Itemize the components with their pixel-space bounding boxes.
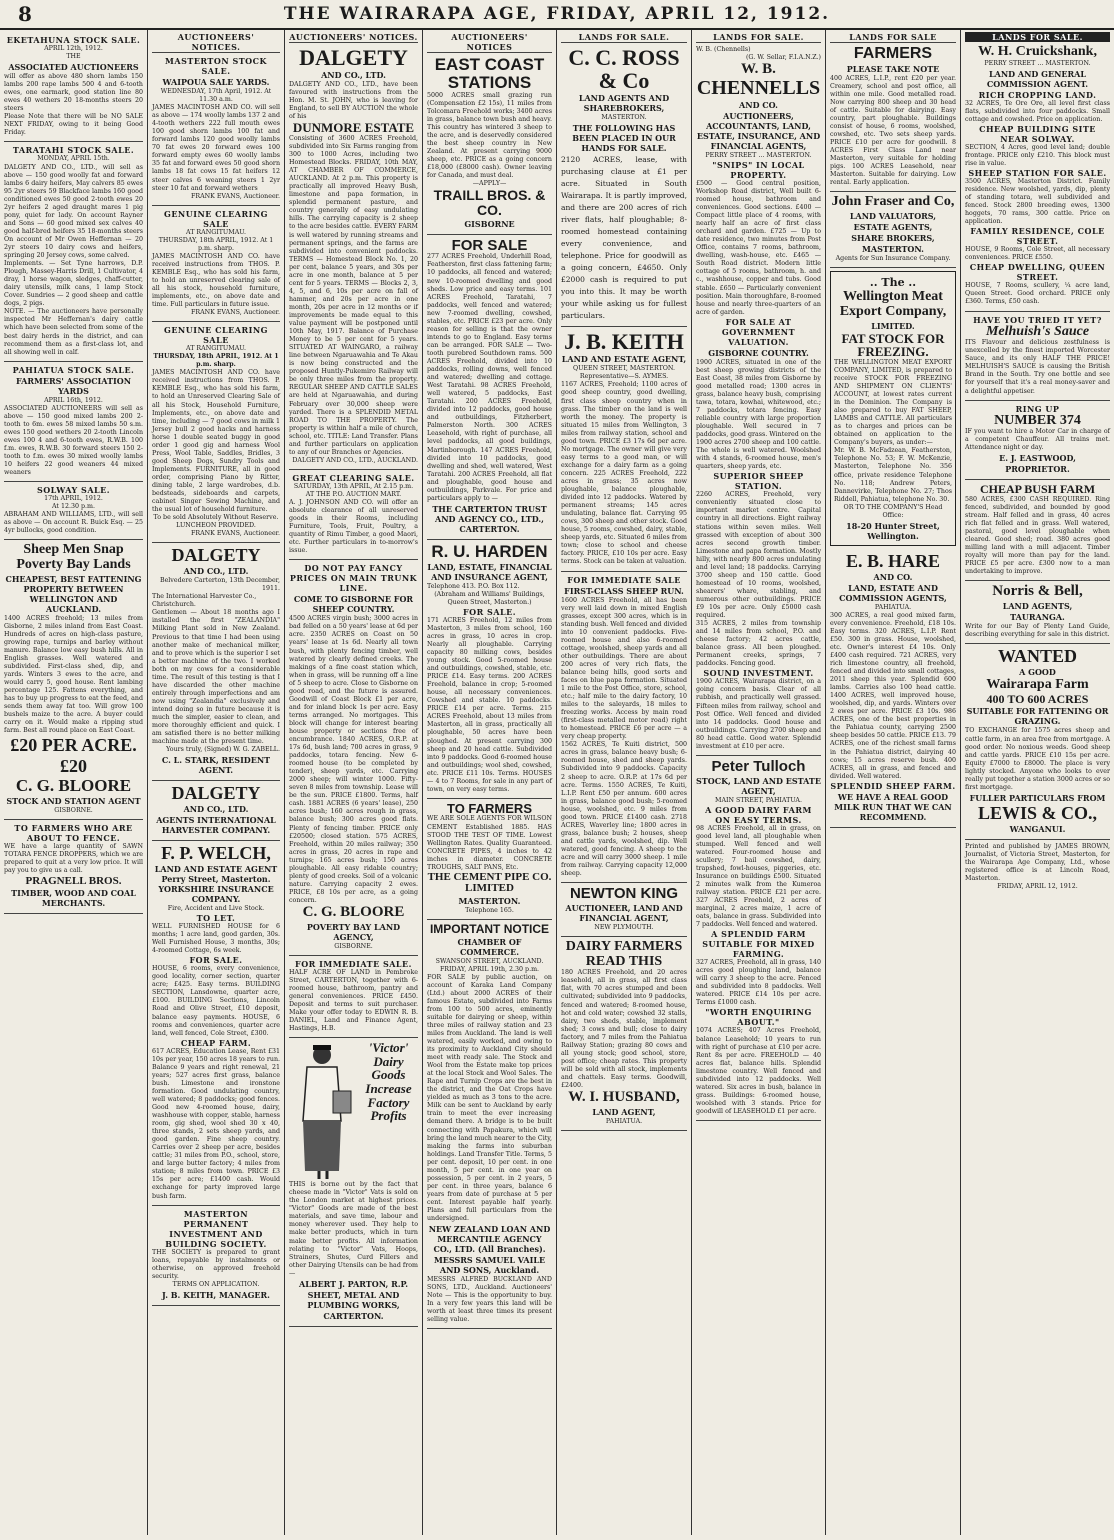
ad-subheading: AT RANGITUMAU. xyxy=(186,345,246,353)
agent-name: C. G. BLOORE xyxy=(302,904,405,920)
imprint-text: Printed and published by JAMES BROWN, Journalist, of Victoria Street, Masterton, for the Wairarapa Age Company, Ltd., whose registered office is at Lincoln Road, Masterton. xyxy=(965,842,1110,882)
ad-heading: CHEAP FARM. xyxy=(180,1037,252,1048)
ad-body: WE ARE SOLE AGENTS FOR WILSON CEMENT Established 1885. HAS STOOD THE TEST OF TIME. Lowest Wellington Rates. Quality Guaranteed. CONCRETE PIPES, 4 inches to 42 inches in diameter. CONCRETE TROUGHS, SALT PANS, Etc. xyxy=(427,815,552,871)
gisborne-land-ad xyxy=(289,560,418,955)
fence-droppers-ad xyxy=(4,820,143,914)
bush-farm-ad xyxy=(965,480,1110,581)
agent-town: GISBORNE xyxy=(464,218,515,229)
agent-title: LAND VALUATORS, xyxy=(849,211,937,222)
ad-body: 580 ACRES, £300 CASH REQUIRED. Ring fenced, subdivided, and bounded by good stream. Half felled and in grass, 40 acres rich flat felled and in grass. Well watered, pastoral, good level ploughable when cleared. Good shed; road. 380 acres good milling land with a mill adjacent. Timber royalty will more than pay for the land. PRICE £5 per acre. £300 now to a man undertaking to improve. xyxy=(965,495,1110,576)
karaka-estate-ad xyxy=(427,920,552,1329)
ad-body: 2260 ACRES, Freehold, very conveniently situated close to important market centre. Capital country in all directions. Eight railway stations within seven miles. Well grassed with exception of about 300 acres second growth timber. Limestone and papa formation. Mostly hilly, with nearly 800 acres undulating and level land; 18 paddocks. Carrying 3700 sheep and 150 cattle. Good homestead of 10 rooms, woolshed, shearers' whare, stabling, and numerous other outbuildings. PRICE £9 10s per acre. Only £5000 cash required. xyxy=(696,491,821,620)
ad-body: 277 ACRES Freehold, Underhill Road, Featherston, first class fattening farm; 10 paddocks, all fenced and watered; new 10-roomed dwelling and good sheds. Low price and easy terms. 101 ACRES Freehold, Taratahi, 7 paddocks, well fenced and watered; new 7-roomed dwelling, cowshed, stables, etc. PRICE £23 per acre. Only reason for selling is that the owner intends to go to England. Easy terms can be arranged. FOR SALE — Two-tooth purebred Southdown rams. 500 ACRES Freehold, divided into 10 paddocks, rolling downs, well fenced and watered; dwelling and cottage. West Taratahi. 98 ACRES Freehold, well watered, 5 paddocks, East Taratahi. 200 ACRES Freehold, divided into 12 paddocks, good house and outbuildings, Fitzherbert, Palmerston North. 300 ACRES Leasehold, with right of purchase, all level paddocks, all good buildings, Martinborough. 147 ACRES Freehold, divided into 10 paddocks, good dwelling and shed, well watered, West Taratahi. 200 ACRES Freehold, all flat and ploughable, good house and outbuildings, Parkvale. For price and particulars apply to — xyxy=(427,253,552,502)
ad-body: JAMES MACINTOSH AND CO. have received instructions from THOS. P. KEMBLE Esq., who has sold his farm, to hold an unreserved clearing sale of all his stock, household furniture, implements, etc., on above date and time. Full particulars in future issue. xyxy=(152,252,280,309)
ad-subheading: WE HAVE A REAL GOOD MILK RUN THAT WE CAN RECOMMEND. xyxy=(834,791,952,822)
motor-car-hire-ad xyxy=(965,401,1110,481)
agent-name: Peter Tulloch xyxy=(711,757,806,775)
ad-heading: SPLENDID SHEEP FARM. xyxy=(830,780,956,791)
ad-time: At 12.30 p.m. xyxy=(51,503,95,511)
melhuish-sauce-ad xyxy=(965,312,1110,401)
imprint-date: FRIDAY, APRIL 12, 1912. xyxy=(997,882,1078,890)
ad-body: Consisting of 3600 ACRES Freehold, subdivided into Six Farms ranging from 300 to 1000 Acres, including two Homestead Blocks. FRIDAY, 10th MAY, AT CHAMBER OF COMMERCE, AUCKLAND. At 2 p.m. This property is practically all improved Heavy Bush, limestone and papa formation, in splendid permanent pasture, and country generally of easy undulating hills. The carrying capacity is 2 sheep to the acre besides cattle. EVERY FARM is well watered by running streams and permanent springs, and the farms are subdivided into convenient paddocks. TERMS — Homestead Block No. 1, 20 per cent, balance 5 years, and 30s per acre in one month, balance at 5 per cent for 5 years. TERMS — Blocks 2, 3, 4, 5, and 6, 10s per acre on fall of hammer, and 20s per acre in one month, 20s per acre in 12 months or if improvements be made equal to this value payment will be postponed until 10th May, 1917. Balance of Purchase Money to be 5 per cent for 5 years. SITUATED AT WAINGARO, a railway line between Ngaruawahia and Te Akau is now being constructed and the proposed Huntly-Pukemiro Railway will be only three miles from the property. REGULAR SHEEP AND CATTLE SALES are held at Ngaruawahia, and during February over 30,000 sheep were yarded. There is a SPLENDID METAL ROAD TO THE PROPERTY. The property is within half a mile of church, school, etc. TITLE: Land Transfer. Plans and further particulars on application to any of our Branches or Agencies. xyxy=(289,134,418,456)
column-5 xyxy=(557,32,691,1532)
ad-title: CHEAP BUSH FARM xyxy=(979,482,1096,497)
ad-heading: MASTERTON STOCK SALE. xyxy=(165,56,267,76)
column-2 xyxy=(148,32,284,1532)
column-3 xyxy=(285,32,422,1532)
ad-title: DAIRY FARMERS READ THIS xyxy=(565,938,683,969)
agent-name: THE CEMENT PIPE CO. LIMITED xyxy=(427,870,552,895)
ad-title: DUNMORE ESTATE xyxy=(292,120,415,136)
ad-title: DALGETY xyxy=(171,783,261,804)
taratahi-stock-sale-ad xyxy=(4,142,143,361)
agent-services: Fire, Accident and Live Stock. xyxy=(167,905,265,912)
ad-date: FRIDAY, APRIL 19th, 2.30 p.m. xyxy=(439,965,540,973)
ad-heading: TARATAHI STOCK SALE. xyxy=(12,145,135,156)
ad-note: TERMS ON APPLICATION. xyxy=(172,1280,260,1288)
column-heading: LANDS FOR SALE. xyxy=(965,32,1110,42)
ad-heading: SUPERIOR SHEEP STATION. xyxy=(713,471,804,492)
agent-town: PAHIATUA. xyxy=(874,603,912,611)
ad-body: ABRAHAM AND WILLIAMS, LTD., will sell as above — On account R. Buick Esq. — 25 4yr bullocks, good condition. xyxy=(4,511,143,535)
ad-heading: FOR SALE. xyxy=(189,955,243,966)
norris-bell-ad xyxy=(965,581,1110,644)
ad-heading: PAHIATUA STOCK SALE. xyxy=(12,364,135,375)
ad-subheading: A GOOD xyxy=(1019,667,1056,678)
ad-subheading: LIMITED. xyxy=(871,320,915,331)
ad-date: THURSDAY, 18th APRIL, 1912. At 1 p.m. sharp. xyxy=(153,353,279,369)
ad-body: 32 ACRES, Te Ore Ore, all level first class flats, subdivided into four paddocks. Small cottage and cowshed. Price on application. xyxy=(965,99,1110,123)
ad-subheading: AT THE P.O. AUCTION MART. xyxy=(305,490,402,498)
building-society-ad xyxy=(152,1206,280,1306)
harden-agent-ad xyxy=(427,540,552,799)
column-heading: AUCTIONEERS' NOTICES. xyxy=(152,32,280,53)
agent-name: E. B. HARE xyxy=(845,550,941,571)
agent-town: GISBORNE. xyxy=(334,942,373,950)
ad-body: WELL FURNISHED HOUSE for 6 months; 1 acre land, good garden, 30s. Well Furnished House, 3 months, 30s; 4-roomed Cottage, 6s week. xyxy=(152,923,280,955)
ad-body: Gentlemen — About 18 months ago I installed the first "ZEALANDIA" Milking Plant sold in New Zealand. Previous to that time I had been using another make of mechanical milker, and to prove which is the superior I set a better machine of the two. I worked both on my cows for a considerable time. The result of this testing is that I have discarded the other machine entirely through imperfections and am now using "Zealandia" exclusively and intend doing so in future because it is much the simpler, easier to clean, and more thoroughly efficient and quick. I am satisfied there is no better milking machine made at the present time. xyxy=(152,609,280,746)
ad-note: —APPLY— xyxy=(472,180,507,188)
column-heading: LANDS FOR SALE. xyxy=(561,32,687,43)
ad-heading: FOR IMMEDIATE SALE. xyxy=(295,958,412,969)
agent-title: LAND AGENT, xyxy=(592,1106,656,1117)
ad-note: MESSRS ALFRED BUCKLAND AND SONS, LTD., Auckland. Auctioneers' Note — This is the opportunity to buy. In a very few years this land will be worth at least three times its present selling value. xyxy=(427,1276,552,1324)
ad-signature: FRANK EVANS, Auctioneer. xyxy=(190,192,280,200)
ad-subheading: FARMERS' ASSOCIATION YARDS xyxy=(15,375,132,396)
ad-body: HOUSE, 7 Rooms, scullery, ¼ acre land, Queen Street. Good orchard. PRICE only £360. Terms, £50 cash. xyxy=(965,282,1110,306)
ad-date: WEDNESDAY, 17th April, 1912. At 11.30 a.m. xyxy=(160,88,272,104)
ad-heading: FAMILY RESIDENCE, COLE STREET. xyxy=(970,226,1105,247)
agent-name: E. J. EASTWOOD, xyxy=(999,453,1076,464)
agent-title: PROPRIETOR. xyxy=(1005,464,1070,475)
ad-note: NOTE. — The auctioneers have personally inspected Mr Heffernan's dairy cattle which have been selected from some of the best dairy herds in the district, and can recommend them as a first-class lot, and all showing well in calf. xyxy=(4,308,143,356)
ad-heading: MASTERTON PERMANENT INVESTMENT AND BUILDING SOCIETY. xyxy=(165,1208,267,1249)
column-1 xyxy=(0,32,147,1532)
ad-heading: RICH CROPPING LAND. xyxy=(978,89,1097,100)
ad-subheading: CHAMBER OF COMMERCE. xyxy=(457,936,522,957)
agent-representative: Representative—S. AYMES. xyxy=(579,373,669,381)
ad-heading: A SPLENDID FARM SUITABLE FOR MIXED FARMING. xyxy=(702,929,815,960)
ad-heading: CHEAP BUILDING SITE NEAR SOLWAY. xyxy=(979,123,1096,144)
ad-title: DALGETY xyxy=(171,545,261,566)
ad-text: .. The .. xyxy=(869,276,917,290)
agent-title: LAND AND GENERAL COMMISSION AGENT. xyxy=(986,68,1089,89)
pahiatua-stock-sale-ad xyxy=(4,362,143,482)
ad-title: Poverty Bay Lands xyxy=(16,557,131,573)
ad-title: FOR SALE xyxy=(451,236,528,254)
agent-title: LAND AND ESTATE AGENT Perry Street, Masterton. YORKSHIRE INSURANCE COMPANY. xyxy=(154,864,278,904)
ad-body: HOUSE, 6 rooms, every convenience, good locality, corner section, quarter acre; £425. Easy terms. BUILDING SECTION, Lansdowne, quarter acre, £100. BUILDING Sections, Lincoln Road and Olive Street, £10 deposit, balance easy payments. HOUSE, 6 rooms and conveniences, quarter acre land, well fenced, Cole Street, £300. xyxy=(152,965,280,1037)
agent-name: W. B. xyxy=(741,61,776,78)
agent-town: PAHIATUA. xyxy=(605,1117,643,1125)
agent-title: AUCTIONEER, LAND AND FINANCIAL AGENT, xyxy=(565,902,683,923)
ad-title: Sheep Men Snap xyxy=(23,542,124,558)
agent-title: LAND, ESTATE AND COMMISSION AGENTS, xyxy=(839,582,947,603)
east-coast-stations-ad xyxy=(427,53,552,235)
newspaper-title: THE WAIRARAPA AGE, FRIDAY, APRIL 12, 1912. xyxy=(283,4,831,24)
ad-subheading: GISBORNE COUNTRY. xyxy=(708,347,809,358)
ad-body: £500 — Good central position, Workshop Road district, Well built 6-roomed house, bathroom and conveniences. Good sections. £400 — Compact little place of 4 rooms, with nearly half an acre of first class orchard and garden. £725 — Up to date residence, two minutes from Post Office, contains 7 rooms, bathroom, dwelling, wash-house, etc. £465 — South Road district. Modern little cottage of 5 rooms, bathroom, h. and c., washhouse, copper and tubs. Good stable. £650 — Particularly convenient position. Main thoroughfare, 8-roomed house and nearly three-quarters of an acre of garden. xyxy=(696,179,821,316)
ad-title: TO FARMERS xyxy=(447,800,532,816)
ad-body: A. J. JOHNSON AND CO. will offer an absolute clearance of all unreserved goods in their Rooms, including Furniture, Tools, Fruit, Poultry, a quantity of Rimu Timber, a good Maori, etc. Further particulars in to-morrow's issue. xyxy=(289,498,418,555)
ad-body: 1074 ACRES; 407 Acres Freehold, balance Leasehold; 10 years to run with right of purchase at £10 per acre. Rent 8s per acre. FREEHOLD — 40 acres flat, balance hills. Splendid limestone country. Well fenced and subdivided into 12 paddocks. Well watered. Six acres in bush, balance in grass. Buildings: 6-roomed house, woolshed with 3 stands. Price for goodwill of LEASEHOLD £1 per acre. xyxy=(696,1027,821,1115)
ad-subheading: WAIPOUA SALE YARDS. xyxy=(162,77,270,87)
ad-title: Wairarapa Farm xyxy=(986,677,1089,693)
ad-signature: DALGETY AND CO., LTD., AUCKLAND. xyxy=(292,456,418,464)
agent-title: STOCK, LAND AND ESTATE AGENT, xyxy=(696,775,821,796)
ad-agent: C. L. STARK, RESIDENT AGENT. xyxy=(161,755,271,776)
ad-subheading: THE FOLLOWING HAS BEEN PLACED IN OUR HANDS FOR SALE. xyxy=(572,123,676,154)
column-6 xyxy=(692,32,825,1532)
ad-body: DALGETY AND CO., LTD., have been favoured with instructions from the Hon. M. St. JOHN, who is leaving for England, to sell BY AUCTION the whole of his xyxy=(289,81,418,121)
agent-title: ESTATE AGENTS, xyxy=(853,222,933,233)
agent-town: CARTERTON. xyxy=(323,1310,384,1321)
ad-subheading: CHEAPEST, BEST FATTENING PROPERTY BETWEEN WELLINGTON AND AUCKLAND. xyxy=(5,573,142,614)
sheep-run-ad xyxy=(561,572,687,884)
ad-date: SATURDAY, 13th APRIL, At 2.15 p.m. xyxy=(293,482,414,490)
agent-telephone: Telephone 165. xyxy=(465,906,514,914)
ad-body: 1400 ACRES freehold; 13 miles from Gisborne, 2 miles inland from East Coast. Hundreds of acres on high-class pasture, growing rape, turnips and barley without manure. Balance low easy bush hills. All in English grasses. Well watered and subdivided. First-class shed, dip, and yards. Winters 3 ewes to the acre, and would carry 5, good house. Rent lambing percentage 125. Fattens everything, and has to buy up progress to eat the feed, and sends them away fat too. Will grow 100 bushels maize to the acre. A buyer could carry on it. Would make a ripping stud farm. Best all round place on East Coast. xyxy=(4,614,143,735)
ad-heading: SHEEP STATION FOR SALE. xyxy=(968,168,1107,179)
ad-address: 18-20 Hunter Street, Wellington. xyxy=(846,520,940,541)
agent-name: C. C. ROSS & Co xyxy=(568,45,680,94)
ad-heading: SOUND INVESTMENT. xyxy=(703,668,814,679)
dairyman-illustration xyxy=(289,1041,355,1181)
ad-body: 2120 ACRES, lease, with purchasing clause at £1 per acre. Situated in South Wairarapa. It is partly improved, and there are 200 acres of rich river flats, half ploughable; 8-roomed homestead containing every convenience, and telephone. Price for goodwill as a going concern, £4650. Only £2000 cash is required to put you into this. It may be worth your while asking us for fullest particulars. xyxy=(561,155,687,321)
agent-title: STOCK AND STATION AGENT xyxy=(6,796,141,807)
ad-heading: "SNIPS" IN LOCAL PROPERTY. xyxy=(712,159,805,180)
tulloch-agent-ad xyxy=(696,756,821,1121)
ad-body: Write for our Bay of Plenty Land Guide, describing everything for sale in this district. xyxy=(965,623,1110,639)
ad-body: 3500 ACRES, Masterton District. Family residence. New woolshed, yards, dip, plenty of standing totara, well subdivided and fenced. Stock 2800 breeding ewes, 1300 hoggets, 70 rams, 300 cattle. Price on application. xyxy=(965,178,1110,226)
chennells-agent-ad xyxy=(696,43,821,756)
ad-body: DALGETY AND CO., LTD., will sell as above — 150 good woolly fat and forward lambs 6 dairy heifers, May calvers 85 ewes 95 2yr steers 59 Blackface lambs 160 good conditioned ewes 50 good 2-tooth ewes 20 2yr heifers 2 aged draught mares 1 pig pony, quiet for lady. On account Rayner and Sons — 60 good mixed sex calves 40 good half-bred heifers 35 18-months steers On account of Mr Owen Heffernan — 20 2yr steers 10 dairy cows and heifers, springing 20 Jersey cows, some calved. xyxy=(4,163,143,260)
ad-body: 315 ACRES, 2 miles from township and 14 miles from school, P.O. and cheese factory; 42 acres cattle, balance grass. All been ploughed. Permanent creeks, springs, 7 paddocks. Fencing good. xyxy=(696,620,821,668)
ad-body: JAMES MACINTOSH AND CO. have received instructions from THOS. P. KEMBLE Esq., who has sold his farm, to hold an Unreserved Clearing Sale of all his Stock, Household Furniture, Implements, etc., on above date and time, including — 7 good cows in milk 1 Jersey bull 2 good hacks and harness horse 1 double seated buggy in good order 1 good gig and harness Wool Press, Wool Table, Saddles, Bridles, 3 good Sheep Dogs, Sundry Tools and Implements. FURNITURE, all in good order, comprising Piano by Ritter, dining table, 2 large wardrobes, d.b. bedsteads, sideboards and carpets, cabinet Singer Sewing Machine, and the usual lot of household furniture. xyxy=(152,369,280,514)
ad-date: APRIL 12th, 1912. xyxy=(44,45,103,52)
agent-title: LAND, ESTATE, FINANCIAL AND INSURANCE AGENT, xyxy=(427,561,552,582)
ad-body: ITS Flavour and delicious zestfulness is unexcelled by the finest imported Worcester Sauce, and its only HALF THE PRICE! MELHUISH'S SAUCE is causing the British Brand in the South. Try one bottle and see for yourself that it's a real money-saver and a delightful appetiser. xyxy=(965,339,1110,395)
ad-body: 400 ACRES, L.I.P., rent £20 per year. Creamery, school and post office, all within one mile. Good metalled road. Now carrying 800 sheep and 30 head of cattle. Suitable for dairying. Easy country, part ploughable. Buildings consist of house, 6 rooms, woolshed, cowshed, etc. Two sets sheep yards. PRICE £10 per acre for goodwill. 8 ACRES First Class Land near Masterton, very suitable for holding pigs. 100 ACRES Leasehold, near Masterton. Suitable for dairying. Low rental. Early application. xyxy=(830,74,956,187)
agent-town: NEW PLYMOUTH. xyxy=(594,923,654,931)
ad-title: 400 TO 600 ACRES xyxy=(986,691,1089,706)
ad-body: 4500 ACRES virgin bush; 3000 acres in bad felled on a 50 years' lease at 6d per acre. 2350 ACRES on Coast on 50 years' lease at 1s 6d. Nearly all town bush, with plenty fencing timber, well watered by clearly defined creeks. The makings of a fine coast station which, when in grass, will be running off a line of 5 sheep to acre. Close to Gisborne on good road, and the future is assured. Goodwill of Coast Block £1 per acre, and for inland block 1s per acre. Easy terms arranged. No mortgages. This block will change for interest bearing house property or sections free of encumbrance. 1840 ACRES, O.R.P. at 17s 6d, bush land; 700 acres in grass, 9 paddocks, totara fencing. New 6-roomed house (to be completed by tender), sheep yards, etc. Carrying 2000 sheep; will winter 1000. Fifty-seven 8 miles from township. Lease will be the sun. PRICE £1800. Terms, half cash. 1881 ACRES (6 years' lease), 250 acres bush; 160 acres rough in grass, balance bush; 300 acres good flats. Plenty of fencing timber. PRICE only £20500; closed station. 575 ACRES, Freehold, within 20 miles railway; 350 acres in grass, 20 acres in rape and turnips; 165 acres bush; 150 acres ploughable. All easy ridable country; plenty of good creeks. Soil of a volcanic nature. Carrying capacity 2 ewes. PRICE, £8 10s per acre, as a going concern. xyxy=(289,615,418,904)
ad-title: FARMERS xyxy=(853,45,933,62)
ad-body: JAMES MACINTOSH AND CO. will sell as above — 174 woolly lambs 137 2 and 4-tooth wethers 222 full mouth ewes 100 good shorn lambs 100 fat and forward lambs 120 good woolly lambs 70 fat ewes 20 forward ewes 100 forward empty ewes 60 woolly lambs 35 fat and forward ewes 50 good shorn lambs 18 fat cows 15 fat heifers 12 steer calves 6 weaning steers 1 2yr steer 10 fat and forward wethers xyxy=(152,104,280,192)
agent-town: GISBORNE. xyxy=(54,807,93,815)
agent-title: LAND AND ESTATE AGENT, xyxy=(561,354,687,365)
ad-signature: Yours truly, (Signed) W. G. ZABELL. xyxy=(166,746,280,754)
agent-name: AND CO. xyxy=(739,99,778,110)
clearing-sale-ad-2 xyxy=(152,322,280,543)
ad-heading: EKETAHUNA STOCK SALE. xyxy=(6,35,141,45)
column-4 xyxy=(423,32,556,1532)
agent-address: PERRY STREET ... MASTERTON. xyxy=(984,59,1091,67)
agent-telephone: Telephone 413. P.O. Box 112. xyxy=(427,582,520,590)
ad-heading: CHEAP DWELLING, QUEEN STREET. xyxy=(969,262,1106,283)
ad-title: Wellington Meat Export Company, xyxy=(839,289,947,319)
ad-body: HOUSE, 9 Rooms, Cole Street, all necessary conveniences. PRICE £550. xyxy=(965,246,1110,262)
ad-subheading: ASSOCIATED AUCTIONEERS xyxy=(8,62,139,73)
agent-title: SHEET, METAL AND PLUMBING WORKS, xyxy=(307,1289,400,1310)
ad-address: SWANSON STREET, AUCKLAND. xyxy=(435,957,544,965)
imprint xyxy=(965,840,1110,891)
ad-title: IMPORTANT NOTICE xyxy=(429,921,550,936)
ad-title: NUMBER 374 xyxy=(994,412,1081,428)
ad-note: Please Note that there will be NO SALE NEXT FRIDAY, owing to it being Good Friday. xyxy=(4,113,143,137)
ad-body: WE have a large quantity of SAWN TOTARA FENCE DROPPERS, which we are prepared to quit at a very low price. It will pay you to give us a call. xyxy=(4,843,143,875)
agent-town: WANGANUI. xyxy=(1009,823,1066,834)
ad-note: OR TO THE COMPANY'S Head Office: xyxy=(843,503,943,519)
ad-subheading: PLEASE TAKE NOTE xyxy=(846,63,940,74)
hare-agent-ad xyxy=(830,549,956,828)
agent-name: C. G. BLOORE xyxy=(15,776,132,796)
ad-heading: FOR SALE AT GOVERNMENT VALUATION. xyxy=(721,316,796,347)
agent-name: John Fraser and Co, xyxy=(831,194,955,210)
carterton-land-ad xyxy=(289,956,418,1038)
cruickshank-agent-ad xyxy=(965,42,1110,312)
ad-heading: SOLWAY SALE. xyxy=(36,485,111,496)
ad-signature: FRANK EVANS, Auctioneer. xyxy=(190,309,280,317)
ad-body: TO EXCHANGE for 1575 acres sheep and cattle farm, in an area free from mortgage. A good order. No noxious weeds. Good sheep and cattle yards. PRICE £10 15s per acre. Equity £7000 to £8000. The place is very lightly stocked. Anyone who looks to ever really put together a station 3000 acres or so first mortgage. xyxy=(965,727,1110,791)
column-heading: AUCTIONEERS' NOTICES xyxy=(427,32,552,53)
ad-body: SECTION, 4 Acres, good level land; double frontage. PRICE only £210. This block must rise in value. xyxy=(965,143,1110,167)
ad-text: THE xyxy=(66,53,81,61)
wanted-farm-ad xyxy=(965,644,1110,839)
ad-heading: RING UP xyxy=(1015,403,1060,414)
column-heading: LANDS FOR SALE. xyxy=(696,32,821,43)
ad-signature: FRANK EVANS, Auctioneer. xyxy=(190,530,280,538)
letter-place: Belvedere Carterton, 13th December, 1911. xyxy=(159,577,280,593)
ad-subheading: AND CO., LTD. xyxy=(321,70,386,81)
column-8 xyxy=(961,32,1114,1532)
ad-body: 5000 ACRES small grazing run (Compensation £2 15s), 11 miles from Tolcomara Freehold works; 3400 acres in grass, balance town bush and heavy. This country has wintered 3 sheep to the acre, and is deservedly considered the best sheep country in New Zealand. At present carrying 9000 sheep, etc. PRICE as a going concern £18,000 (£8000 cash). Owner leaving for Canada, and must deal. xyxy=(427,91,552,180)
agent-name: W. H. Cruickshank, xyxy=(978,44,1097,59)
ad-heading: FOR SALE. xyxy=(462,606,517,617)
farmers-notice-ad xyxy=(830,43,956,192)
ad-header-text: (G. W. Sellar, F.I.A.N.Z.) xyxy=(745,54,821,62)
ad-date: 17th APRIL, 1912. xyxy=(44,495,103,503)
agent-title: AUCTIONEERS, ACCOUNTANTS, LAND, ESTATE, INSURANCE, AND FINANCIAL AGENTS, xyxy=(696,110,821,151)
agent-name: CHENNELLS xyxy=(696,76,821,99)
ad-date: THURSDAY, 18th APRIL, 1912. At 1 p.m. sharp. xyxy=(158,236,274,252)
ad-body: THIS is borne out by the fact that cheese made in "Victor" Vats is sold on the London market at highest prices. "Victor" Goods are made of the best materials, and save time, labour and money wherever used. They help to make better products, which in turn make better profits. All information relating to "Victor" Vats, Hoops, Strainers, Shutes, Curd Fillers and other Dairying Utensils can be had from — xyxy=(289,1181,418,1277)
agent-address: (Abraham and Williams' Buildings, Queen Street, Masterton.) xyxy=(434,590,545,606)
ad-heading: GENUINE CLEARING SALE xyxy=(164,208,268,229)
ad-signature: J. B. KEITH, MANAGER. xyxy=(162,1289,270,1300)
ad-body: IF you want to hire a Motor Car in charge of a competent Chauffeur. All trains met. Attendance night or day. xyxy=(965,428,1110,452)
carterton-trust-ad xyxy=(427,235,552,540)
clearing-sale-ad xyxy=(152,206,280,323)
dalgety-zealandia-ad xyxy=(152,543,280,781)
agent-note: Agents for Sun Insurance Company. xyxy=(835,255,951,263)
ad-heading: DO NOT PAY FANCY PRICES ON MAIN TRUNK LINE. xyxy=(289,563,418,594)
dairy-farmers-ad xyxy=(561,937,687,1131)
ad-body: 300 ACRES, a real good mixed farm, every convenience. Freehold, £18 10s. Easy terms. 320 ACRES, L.I.P. Rent £50. 300 in grass. House, woolshed, etc. Owner's interest £4 10s. Only £400 cash required. 721 ACRES, very rich limestone country, all freehold, fenced and divided into small cottages, 2011 sheep this year. Splendid 600 lambs. Carries also 100 head cattle. 1400 ACRES, well improved house, woolshed, dip, and yards. Winters over 2 ewes per acre. PRICE £3 10s. 986 ACRES, one of the best properties in the Pahiatua county, carrying 2500 sheep besides 50 cattle. PRICE £13. 79 ACRES, one of the richest small farms in the Pahiatua district, dairying 40 cows; 15 acres reserve bush. 400 ACRES, all in grass, and fenced and divided. Well watered. xyxy=(830,611,956,780)
agent-address: QUEEN STREET, MASTERTON. xyxy=(572,365,676,373)
newton-king-ad xyxy=(561,883,687,937)
agent-name: THE CARTERTON TRUST AND AGENCY CO., LTD., CARTERTON. xyxy=(432,503,547,534)
ad-body: 1167 ACRES, Freehold; 1100 acres of good sheep country, good dwelling, first class sheep country when in grass. The timber on the land is well worth the money. The property is situated 15 miles from Wellington, 3 miles from railway station, school and good town. PRICE £3 17s 6d per acre. No mortgage. The owner will give very easy terms to a good man, or will exchange for a dairy farm as a going concern. 225 ACRES Freehold, 222 acres in grass; 35 acres now ploughable, balance ploughable, divided into 12 paddocks. Watered by permanent streams; 145 acres undulating, balance flat. Carrying 95 cows, 300 sheep and other stock. Good house, 5 rooms, cowshed, dairy, stable, sheep yards, etc. Situated 6 miles from town; close to school and cheese factory. PRICE, £10 10s per acre. Easy terms. Stock can be taken at valuation. xyxy=(561,381,687,566)
dalgety-harvester-ad xyxy=(152,781,280,841)
ad-price: £20 PER ACRE. £20 xyxy=(10,735,137,777)
agent-address: PERRY STREET ... MASTERTON. xyxy=(705,151,812,159)
ad-body: 1600 ACRES Freehold, all has been very well laid down in mixed English grasses, except 300 acres, which is in standing bush. Well fenced and divided into 10 convenient paddocks. Five-roomed house and also 6-roomed cottage, woolshed, sheep yards and all other outbuildings. There are about 200 acres of very rich flats, the balance being hills, good sorts and faces on blue papa formation. Situated 1 mile to the Post Office, store, school, etc.; half mile to the dairy factory, 10 miles to the saleyards, 18 miles to freezing works. Access by main road (first-class metalled motor road) right to homestead. PRICE £6 per acre — a very cheap property. xyxy=(561,596,687,741)
agent-name: NEWTON KING xyxy=(569,885,679,903)
poverty-bay-lands-ad xyxy=(4,540,143,820)
column-heading: LANDS FOR SALE xyxy=(830,32,956,43)
fraser-agent-ad xyxy=(830,192,956,268)
ad-title: DALGETY xyxy=(299,45,408,70)
agent-address: MAIN STREET, PAHIATUA. xyxy=(715,796,802,804)
agent-name: AND CO. xyxy=(873,571,913,582)
ad-subheading: AND CO., LTD. xyxy=(183,804,249,815)
ad-heading: "WORTH ENQUIRING ABOUT." xyxy=(705,1007,812,1028)
victor-dairy-goods-ad xyxy=(289,1038,418,1327)
agent-town: MASTERTON. xyxy=(458,895,521,906)
solway-sale-ad xyxy=(4,482,143,540)
agent-town: TAURANGA. xyxy=(1010,612,1065,623)
ad-heading: GENUINE CLEARING SALE xyxy=(164,325,268,346)
ad-title: FAT STOCK FOR FREEZING. xyxy=(841,330,945,360)
ad-body: FOR SALE by public auction, on account of Karaka Land Company (Ltd.) about 2000 ACRES of their famous Estate, subdivided into Farms from 100 to 500 acres, eminently suitable for dairying or sheep, within three miles of railway station and 23 miles from Auckland. The land is well watered, easily worked, and owing to its proximity to Auckland City should meet with ready sale. The Stock and Wool from the Estate make top prices at the local Stock and Wool Sales. The Rape and Turnip Crops are the best in the district, and the Oat Crops have yielded as much as 3 tons to the acre. Milk can be sent to Auckland by early train to meet the ever increasing demand there. A bridge is to be built connecting with Papakura, which will bring the land much nearer to the City, making the farms into suburban holdings. Land Transfer Title. Terms, 5 per cent. deposit, 10 per cent. in one month, 5 per cent. in one year on possession, 5 per cent. in 2 years, 5 per cent. in three years, balance 6 years from date of purchase at 5 per cent. Interest payable half yearly. Plans and full particulars from the undersigned. xyxy=(427,973,552,1223)
agent-name: MESSRS SAMUEL VAILE AND SONS, Auckland. xyxy=(433,1255,546,1276)
cement-pipe-ad xyxy=(427,799,552,920)
letter-recipient: The International Harvester Co., Christchurch. xyxy=(152,593,257,609)
ad-heading: A GOOD DAIRY FARM ON EASY TERMS. xyxy=(705,804,812,825)
ad-heading: GREAT CLEARING SALE. xyxy=(292,472,415,483)
masthead xyxy=(0,0,1114,30)
ad-body: 180 ACRES Freehold, and 20 acres leasehold, all in grass, all first class flat, with 70 acres stumped and been cultivated; subdivided into 9 paddocks, fenced and watered; 8-roomed house, hot and cold water; cowshed 32 stalls, dairy, two sheds, stable, implement shed; 3 cows and bull; close to dairy factory, and 7 miles from the Pahiatua Railway Station; grazing 80 cows and all young stock; good school, store, post office; cheap rates. This property will be sold with all stock, implements and chattels. Easy terms. Goodwill, £2400. xyxy=(561,969,687,1089)
ad-header-text: W. B. (Chennells) xyxy=(696,46,751,53)
ad-body: 171 ACRES Freehold, 12 miles from Masterton, 3 miles from school, 160 acres in grass, 10 acres in crop. Nearly all ploughable. Carrying capacity 80 milking cows, besides young stock. Good 5-roomed house and outbuildings, cowshed, stable, etc. PRICE £14. Easy terms. 200 ACRES Freehold, balance in crop; 5-roomed house, all necessary conveniences. Cowshed and stable. 10 paddocks. PRICE £14 per acre. Terms. 215 ACRES Freehold, about 13 miles from Masterton, all in grass, practically all ploughable, 50 acres have been ploughed. At present carrying 300 sheep and 20 head cattle. Subdivided into 9 paddocks. Good 6-roomed house and outbuildings; wool shed, cowshed, etc. PRICE £11 10s. Terms. HOUSES — 4 to 7 Rooms, for sale in any part of town, on very easy terms. xyxy=(427,616,552,793)
ad-subheading: AND CO., LTD. xyxy=(183,566,249,577)
ad-subheading: SUITABLE FOR FATTENING OR GRAZING. xyxy=(966,706,1109,727)
agent-name: LEWIS & CO., xyxy=(977,802,1098,823)
ad-title: 'Victor' Dairy Goods Increase Factory Profits xyxy=(365,1040,412,1124)
dunmore-estate-ad xyxy=(289,43,418,470)
ad-subheading: COME TO GISBORNE FOR SHEEP COUNTRY. xyxy=(293,594,414,615)
ad-subheading: AGENTS INTERNATIONAL HARVESTER COMPANY. xyxy=(156,815,276,836)
ad-heading: FOR IMMEDIATE SALE xyxy=(567,574,681,585)
ad-heading: TO LET. xyxy=(196,913,236,924)
eketahuna-stock-sale-ad xyxy=(4,32,143,142)
agent-name: NEW ZEALAND LOAN AND MERCANTILE AGENCY CO., LTD. (All Branches). xyxy=(428,1224,551,1255)
keith-agent-ad xyxy=(561,327,687,571)
agent-name: R. U. HARDEN xyxy=(431,541,548,561)
agent-name: W. I. HUSBAND, xyxy=(568,1089,680,1106)
agent-name: PRAGNELL BROS. xyxy=(25,874,122,887)
masterton-stock-sale-ad xyxy=(152,53,280,206)
agent-title: POVERTY BAY LAND AGENCY, xyxy=(306,921,401,942)
ad-note: LUNCHEON PROVIDED. xyxy=(176,522,256,530)
column-heading: AUCTIONEERS' NOTICES. xyxy=(289,32,418,42)
ad-subheading: AT RANGITUMAU. xyxy=(186,228,246,236)
ad-body: ASSOCIATED AUCTIONEERS will sell as above — 150 good mixed lambs 200 2-tooth to 6m. ewes 58 mixed lambs 50 s.m. ewes 150 good wethers 20 2-tooth Lincoln ewes 100 4 and 6-tooth ewes, R.W.B. 100 f.m. ewes, R.W.B. 30 forward steers 150 2-tooth to f.m. ewes 30 mixed woolly lambs 10 heifers 22 good weaners 44 mixed weaners xyxy=(4,404,143,477)
ad-heading: HAVE YOU TRIED IT YET? xyxy=(973,314,1102,325)
agent-name: ALBERT J. PARTON, R.P. xyxy=(298,1278,409,1289)
great-clearing-sale-ad xyxy=(289,470,418,560)
agent-name: TRAILL BROS. & CO. xyxy=(433,187,546,218)
ross-agent-ad xyxy=(561,43,687,327)
ad-date: APRIL 16th, 1912. xyxy=(44,396,103,404)
column-7 xyxy=(826,32,960,1532)
agent-name: Norris & Bell, xyxy=(992,583,1083,600)
agent-title: LAND AGENTS, xyxy=(1002,601,1073,612)
ad-title: Melhuish's Sauce xyxy=(985,323,1090,339)
agent-town: MASTERTON. xyxy=(862,244,924,255)
ad-note: FULLER PARTICULARS FROM xyxy=(969,792,1106,803)
ad-body: Implements. — Set Tyne harrows, D.P. Plough, Massey-Harris Drill, 1 Cultivator, 4 dray, 1 horse wagon, sledges, chaff-cutter, dairy utensils, milk cans, 1 lamp Stock Cover. Sundries — 2 good sheep and cattle dogs, 2 pigs. xyxy=(4,260,143,308)
ad-body: 1562 ACRES, Te Kuiti district, 500 acres in grass, balance heavy bush; 6-roomed house, shed and sheep yards. Subdivided into 9 paddocks. Capacity 2 sheep to acre. O.R.P. at 17s 6d per acre. Terms. 1550 ACRES, Te Kuiti, L.I.P. Rent £50 per annum. 600 acres in grass, balance good bush; 5-roomed house, woolshed, etc. 9 miles from good town. PRICE £1400 cash. 2718 ACRES, Waverley line; 1800 acres in grass, balance bush; 2 houses, sheep and cattle yards, woolshed, dip. Well watered, good fencing. A sheep to the acre and will carry 3000 sheep. 1 mile from railway. Carrying capacity 12,000 sheep. xyxy=(561,741,687,878)
ad-body: will offer as above 480 shorn lambs 150 lambs 200 rape lambs 500 4 and 6-tooth ewes, one earmark, good station line 80 ewes 40 wethers 20 18-months steers 20 steers xyxy=(4,73,143,113)
agent-name: J. B. KEITH xyxy=(564,329,684,355)
ad-title: WANTED xyxy=(997,646,1077,667)
agent-town: MASTERTON. xyxy=(601,114,647,122)
ad-body: 327 ACRES, Freehold, all in grass, 140 acres good ploughing land, balance will carry 3 sheep to the acre. Fenced and subdivided into 8 paddocks. Well watered. PRICE £14 10s per acre. Terms £1000 cash. xyxy=(696,959,821,1007)
agent-title: LAND AGENTS AND SHAREBROKERS, xyxy=(578,93,670,114)
welch-agent-ad xyxy=(152,841,280,1205)
ad-body: 617 ACRES, Education Lease, Rent £31 10s per year, 150 acres 18 years to run. Balance 9 years and right renewal, 21 years; 527 acres first grass, balance bush. Limestone and ironstone formation. Good undulating country, well watered; 8 paddocks; good fences. Good new 4-roomed house, dairy, washhouse with copper, stable, harness room, gig shed, wool shed 30 x 40, three stands, 2 sets sheep yards, and good garden. Fine sheep country. Carries over 2 sheep per acre, besides cattle; 31 miles from P.O., school, store, and large butter factory; 4 miles from station; 8 miles from town. PRICE £3 15s per acre; £1400 cash. Would exchange for party improved large bush farm. xyxy=(152,1047,280,1200)
ad-date: MONDAY, APRIL 15th. xyxy=(37,155,110,163)
agent-title: SHARE BROKERS, xyxy=(851,233,935,244)
ad-subheading: FIRST-CLASS SHEEP RUN. xyxy=(564,585,684,596)
ad-body: Mr. W. B. McFadzean, Featherston, Telephone No. 53; F. W. McKenzie, Masterton, Telephone No. 356 office, private residence Telephone No. 118; Andrew Peters, Dannevirke, Telephone No. 27; Thos Riddell, Pahiatua, telephone No. 30. xyxy=(834,447,952,503)
ad-body: THE WELLINGTON MEAT EXPORT COMPANY, LIMITED, is prepared to receive STOCK FOR FREEZING AND SHIPMENT ON CLIENTS' ACCOUNT, at lowest rates current in the Dominion. The Company is also prepared to buy FAT SHEEP, LAMBS and CATTLE. All particulars as to charges and prices can be obtained on application to the Company's buyers, as under:— xyxy=(834,358,952,447)
ad-title: EAST COAST STATIONS xyxy=(434,55,545,92)
ad-note: To be sold Absolutely Without Reserve. xyxy=(153,514,279,522)
ad-body: 1900 ACRES, Wairarapa district, on a going concern basis. Clear of all rubbish, and practically well grassed. Fifteen miles from railway, school and Post Office. Well fenced and divided into 14 paddocks. Good house and outbuildings. Carrying 2700 sheep and 80 head cattle. Good water. Splendid investment at £10 per acre. xyxy=(696,678,821,750)
ad-body: THE SOCIETY is prepared to grant loans, repayable by instalments or otherwise, on approved freehold security. xyxy=(152,1248,280,1280)
page-number: 8 xyxy=(18,2,32,26)
agent-name: F. P. WELCH, xyxy=(161,843,271,864)
agent-title: TIMBER, WOOD AND COAL MERCHANTS. xyxy=(11,888,136,909)
ad-body: 1900 ACRES, situated in one of the best sheep growing districts of the East Coast, 38 miles from Gisborne by good metalled road; 1300 acres in grass, balance heavy bush, comprising tawa, totara, kowhai, whitewood, etc.; 7 paddocks, totara fencing. Easy reliable country with large proportion ploughable. Well secured in 7 paddocks, good grass. Wintered on the 1900 acres 2700 sheep and 100 cattle. The whole is well watered. Woolshed with 4 stands, 6-roomed house, men's quarters, sheep yards, etc. xyxy=(696,358,821,471)
ad-heading: TO FARMERS WHO ARE ABOUT TO FENCE. xyxy=(14,823,133,844)
ad-body: 98 ACRES Freehold, all in grass, on good level land, all ploughable when stumped. Well fenced and well watered. Four-roomed house and scullery; 7 bail cowshed, dairy, trapshed, fowl-houses, piggeries, etc. Insurance on buildings £500. Situated 2 minutes walk from the Kumeroa railway station. PRICE £21 per acre. 327 ACRES Freehold, 2 acres of marginal, 2 acres maize, 1 acre of oats, balance in grass. Subdivided into 7 paddocks. Well fenced and watered. xyxy=(696,824,821,929)
ad-body: HALF ACRE OF LAND in Pembroke Street, CARTERTON, together with 6-roomed house, bathroom, pantry and general conveniences. PRICE £450. Deposit and terms to suit purchaser. Make your offer today to EDWIN R. B. DANIEL, Land and Finance Agent, Hastings, H.B. xyxy=(289,968,418,1033)
wellington-meat-export-ad xyxy=(830,271,956,546)
